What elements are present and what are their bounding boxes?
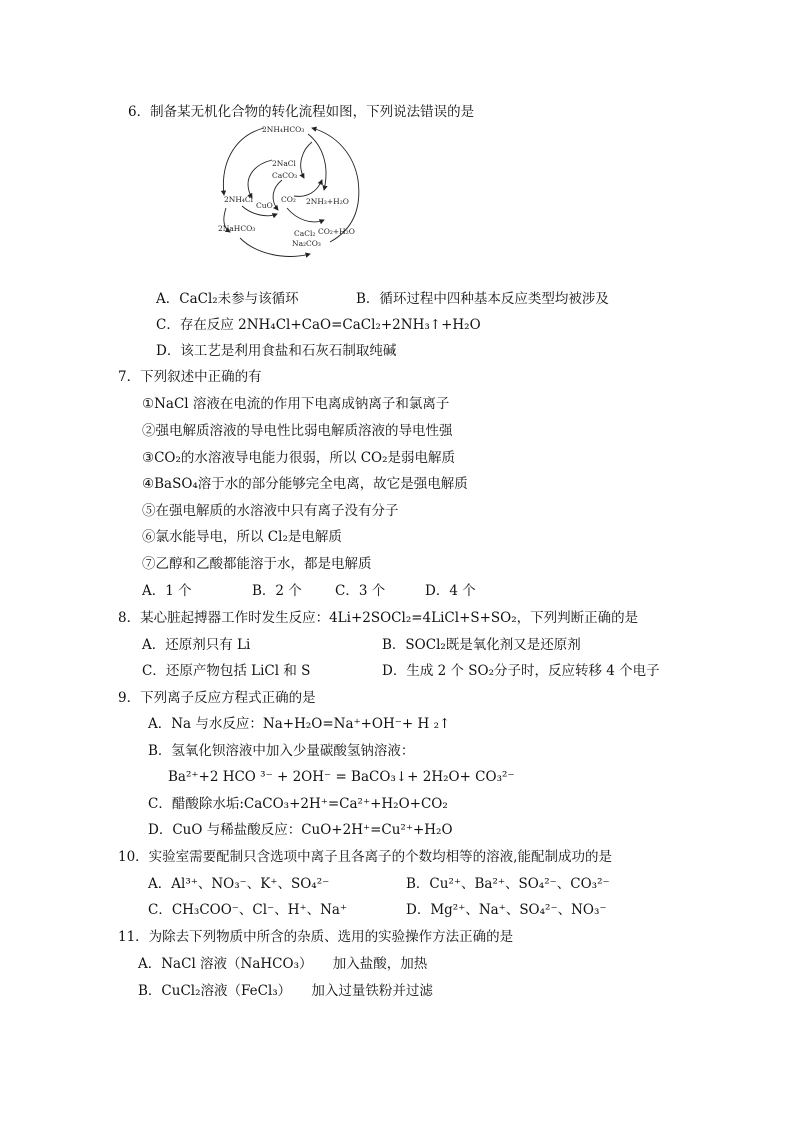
q7-stem: 7．下列叙述中正确的有 bbox=[118, 369, 262, 385]
q7-statement-2: ②强电解质溶液的导电性比弱电解质溶液的导电性强 bbox=[142, 423, 453, 439]
q6-option-b: B．循环过程中四种基本反应类型均被涉及 bbox=[356, 291, 609, 307]
q11-option-a: A．NaCl 溶液（NaHCO₃） 加入盐酸，加热 bbox=[138, 956, 428, 972]
q10-option-d: D．Mg²⁺、Na⁺、SO₄²⁻、NO₃⁻ bbox=[406, 902, 607, 918]
q9-option-c: C．醋酸除水垢:CaCO₃+2H⁺=Ca²⁺+H₂O+CO₂ bbox=[148, 796, 448, 812]
q6-option-d: D．该工艺是利用食盐和石灰石制取纯碱 bbox=[156, 343, 397, 359]
q7-option-b: B．2 个 bbox=[252, 583, 302, 599]
q7-statement-5: ⑤在强电解质的水溶液中只有离子没有分子 bbox=[142, 503, 399, 519]
q9-stem: 9．下列离子反应方程式正确的是 bbox=[118, 690, 316, 706]
q7-option-a: A．1 个 bbox=[142, 583, 192, 599]
arrow-nacl-inner bbox=[248, 160, 272, 198]
q8-option-d: D．生成 2 个 SO₂分子时，反应转移 4 个电子 bbox=[382, 663, 660, 679]
label-nh3-h2o: 2NH₃+H₂O bbox=[306, 197, 349, 206]
q8-stem: 8．某心脏起搏器工作时发生反应：4Li+2SOCl₂=4LiCl+S+SO₂，下列判断正确的是 bbox=[118, 610, 639, 626]
q7-statement-7: ⑦乙醇和乙酸都能溶于水，都是电解质 bbox=[142, 556, 372, 572]
q10-stem: 10．实验室需要配制只含选项中离子且各离子的个数均相等的溶液,能配制成功的是 bbox=[118, 849, 612, 865]
q9-option-d: D．CuO 与稀盐酸反应：CuO+2H⁺=Cu²⁺+H₂O bbox=[148, 822, 453, 838]
arrow-co2-loop bbox=[294, 180, 322, 196]
label-caco3: CaCO₃ bbox=[272, 171, 298, 180]
label-co2-h2o: CO₂+H₂O bbox=[318, 227, 355, 236]
arrow-to-nh3 bbox=[308, 134, 326, 190]
q7-option-c: C．3 个 bbox=[335, 583, 386, 599]
label-nahco3: 2NaHCO₃ bbox=[218, 224, 256, 233]
label-cuo: CuO bbox=[256, 201, 273, 210]
q11-stem: 11．为除去下列物质中所含的杂质、选用的实验操作方法正确的是 bbox=[118, 929, 514, 945]
arrow-inner-right bbox=[301, 142, 312, 178]
label-nh4hco3: 2NH₄HCO₃ bbox=[262, 125, 305, 134]
q7-statement-4: ④BaSO₄溶于水的部分能够完全电离，故它是强电解质 bbox=[142, 476, 468, 492]
q8-option-b: B．SOCl₂既是氧化剂又是还原剂 bbox=[382, 637, 581, 653]
arrow-nh4hco3-to-nh4cl bbox=[223, 128, 264, 195]
q7-option-d: D．4 个 bbox=[425, 583, 476, 599]
label-nh4cl: 2NH₄Cl bbox=[224, 195, 254, 204]
q8-option-c: C．还原产物包括 LiCl 和 S bbox=[142, 663, 311, 679]
q9-option-b-equation: Ba²⁺+2 HCO ³⁻ + 2OH⁻ = BaCO₃↓+ 2H₂O+ CO₃²⁻ bbox=[168, 769, 515, 785]
q11-option-b: B．CuCl₂溶液（FeCl₃） 加入过量铁粉并过滤 bbox=[138, 983, 433, 999]
q7-statement-3: ③CO₂的水溶液导电能力很弱，所以 CO₂是弱电解质 bbox=[142, 450, 456, 466]
q6-stem: 6．制备某无机化合物的转化流程如图，下列说法错误的是 bbox=[128, 104, 475, 120]
conversion-flow-diagram bbox=[212, 120, 372, 262]
q7-statement-6: ⑥氯水能导电，所以 Cl₂是电解质 bbox=[142, 529, 342, 545]
label-nacl: 2NaCl bbox=[272, 159, 296, 168]
q7-statement-1: ①NaCl 溶液在电流的作用下电离成钠离子和氯离子 bbox=[142, 396, 450, 412]
q8-option-a: A．还原剂只有 Li bbox=[142, 637, 251, 653]
q9-option-b: B．氢氧化钡溶液中加入少量碳酸氢钠溶液： bbox=[148, 743, 415, 759]
label-na2co3: Na₂CO₃ bbox=[292, 239, 321, 248]
q9-option-a: A．Na 与水反应：Na+H₂O=Na⁺+OH⁻+ H ₂↑ bbox=[148, 716, 451, 732]
q10-option-b: B．Cu²⁺、Ba²⁺、SO₄²⁻、CO₃²⁻ bbox=[406, 876, 610, 892]
q6-option-a: A．CaCl₂未参与该循环 bbox=[156, 291, 299, 307]
label-cacl2: CaCl₂ bbox=[294, 229, 316, 238]
q10-option-c: C．CH₃COO⁻、Cl⁻、H⁺、Na⁺ bbox=[148, 902, 348, 918]
q10-option-a: A．Al³⁺、NO₃⁻、K⁺、SO₄²⁻ bbox=[148, 876, 330, 892]
q6-option-c: C．存在反应 2NH₄Cl+CaO=CaCl₂+2NH₃↑+H₂O bbox=[156, 317, 481, 333]
label-co2: CO₂ bbox=[281, 195, 296, 204]
arrow-to-cacl2 bbox=[287, 208, 324, 222]
